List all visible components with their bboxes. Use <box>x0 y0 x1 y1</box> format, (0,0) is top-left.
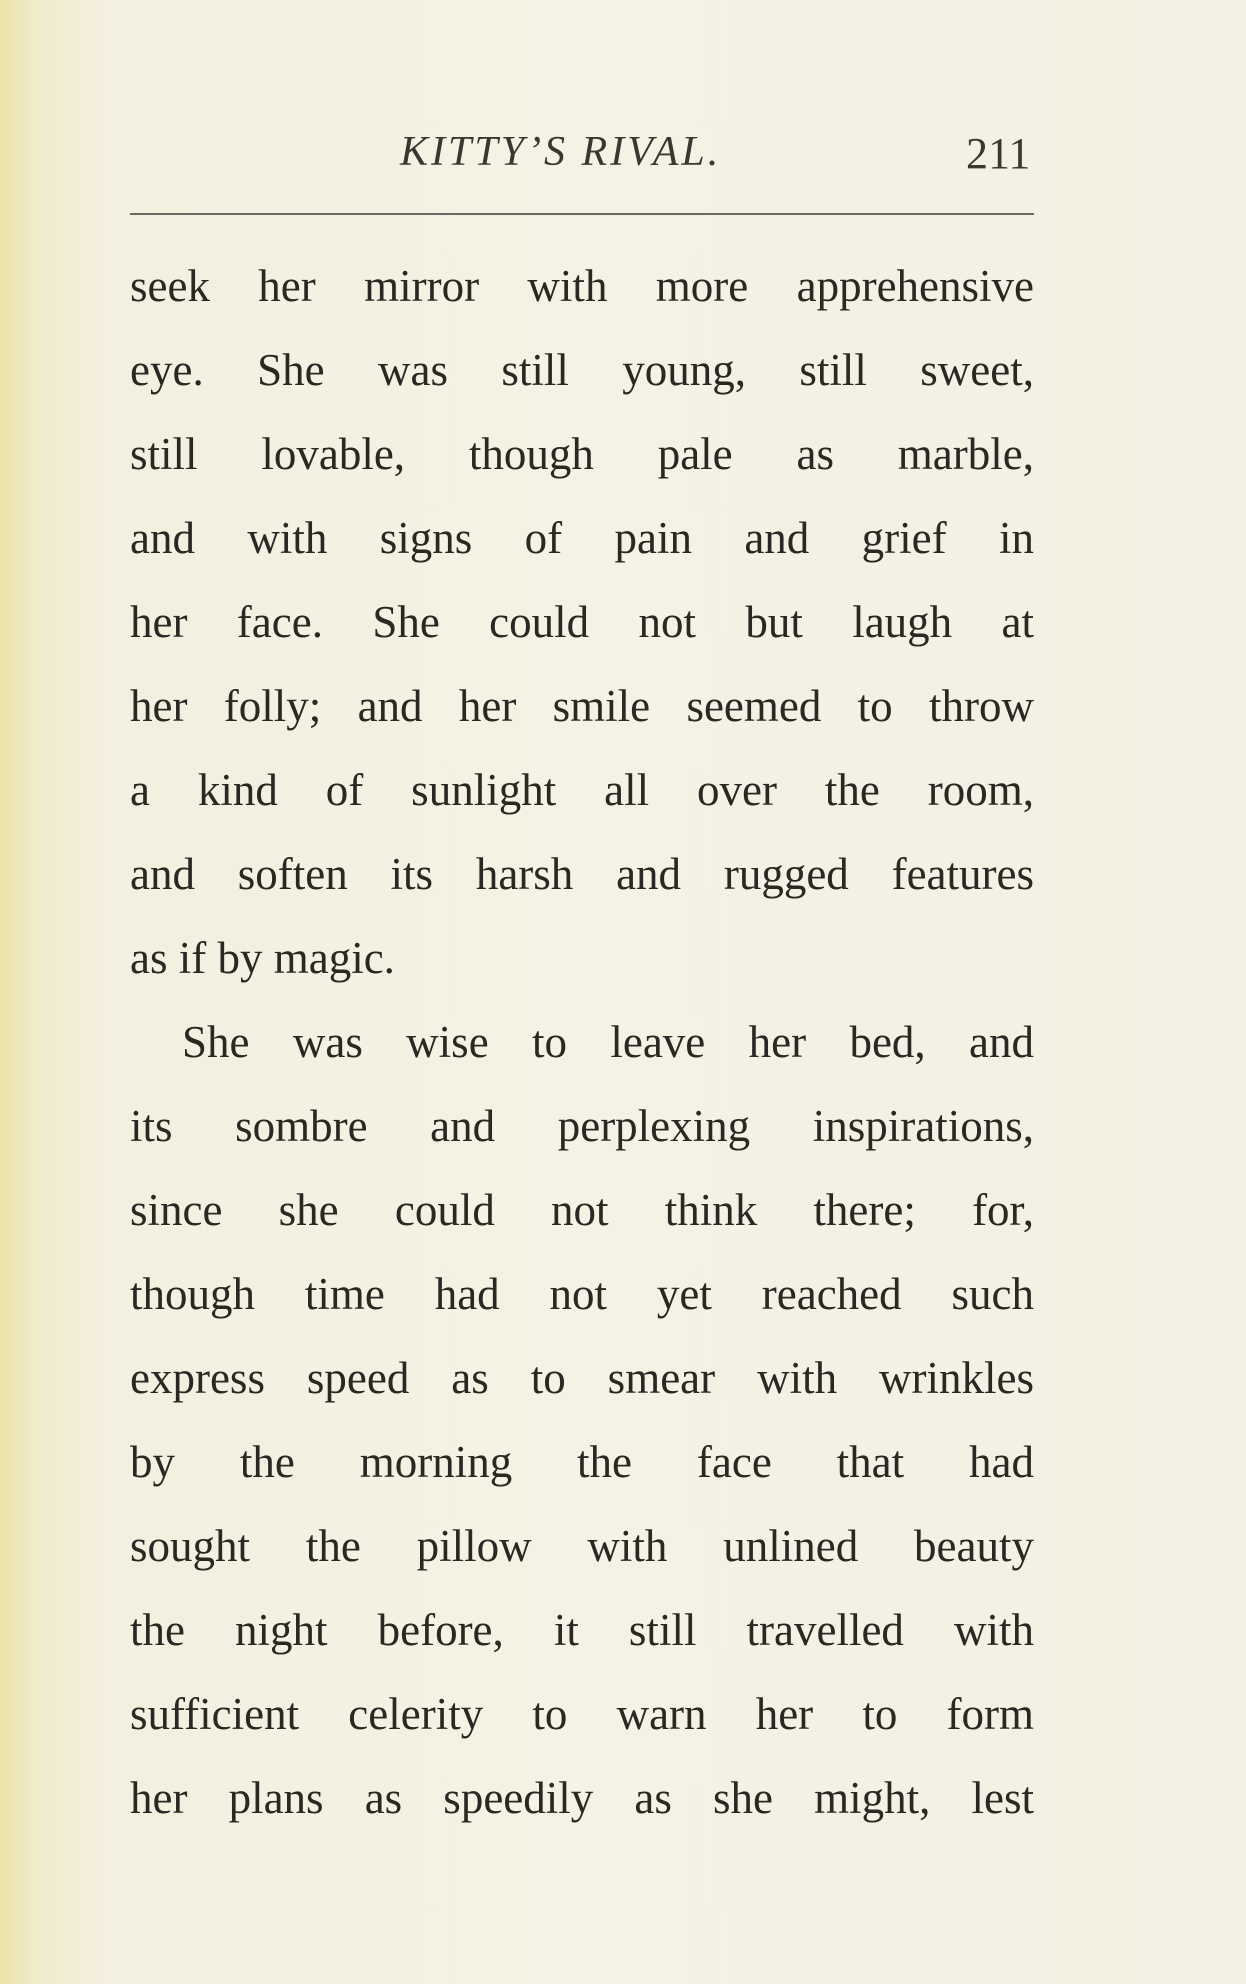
running-head <box>0 128 1246 188</box>
text-line: sought the pillow with unlined beauty <box>130 1521 1034 1571</box>
text-line: seek her mirror with more apprehensive <box>130 261 1034 311</box>
text-line: She was wise to leave her bed, and <box>182 1017 1034 1067</box>
page-number: 211 <box>966 129 1031 178</box>
paragraph <box>130 244 1034 1000</box>
text-line: the night before, it still travelled with <box>130 1605 1034 1655</box>
text-line: her face. She could not but laugh at <box>130 597 1034 647</box>
text-line: by the morning the face that had <box>130 1437 1034 1487</box>
text-line: its sombre and perplexing inspirations, <box>130 1101 1034 1151</box>
text-line: since she could not think there; for, <box>130 1185 1034 1235</box>
text-line: sufficient celerity to warn her to form <box>130 1689 1034 1739</box>
paragraph <box>130 1000 1034 1840</box>
text-line: her folly; and her smile seemed to throw <box>130 681 1034 731</box>
text-line: her plans as speedily as she might, lest <box>130 1773 1034 1823</box>
text-line: and soften its harsh and rugged features <box>130 849 1034 899</box>
body-text <box>130 244 1034 1840</box>
text-line: and with signs of pain and grief in <box>130 513 1034 563</box>
text-line: express speed as to smear with wrinkles <box>130 1353 1034 1403</box>
text-line: eye. She was still young, still sweet, <box>130 345 1034 395</box>
text-line: still lovable, though pale as marble, <box>130 429 1034 479</box>
text-line: as if by magic. <box>130 933 395 983</box>
header-rule <box>130 213 1034 215</box>
text-line: though time had not yet reached such <box>130 1269 1034 1319</box>
header-title: KITTY’S RIVAL. <box>400 129 722 175</box>
text-line: a kind of sunlight all over the room, <box>130 765 1034 815</box>
